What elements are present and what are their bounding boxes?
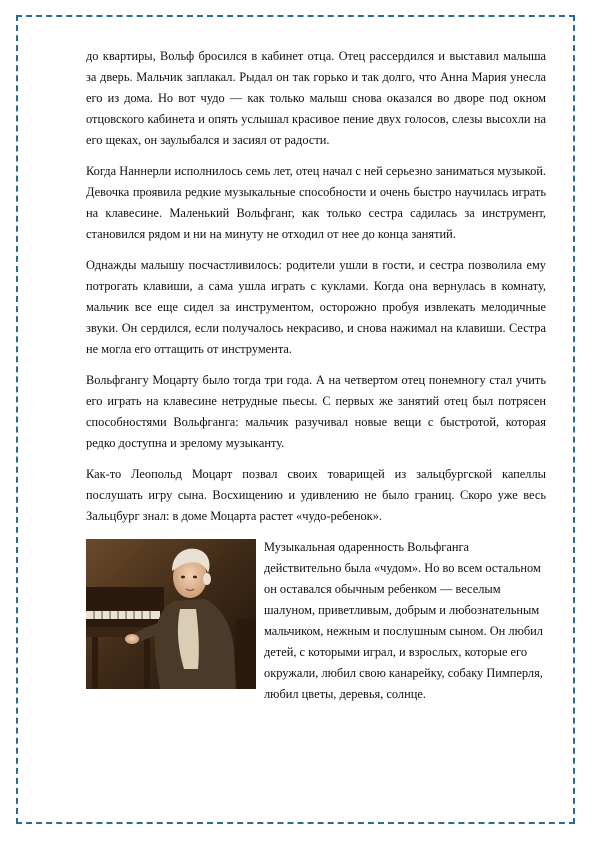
paragraph-3: Однажды малышу посчастливилось: родители ушли в гости, и сестра позволила ему потрогать клавиши, а сама ушла играть с куклами. Когда она вернулась в комнату, мальчик все еще сидел за инструментом, осторожно пробуя извлекать мелодичные звуки. Он сердился, если получалось некрасиво, и снова нажимал на клавиши. Сестра не могла его оттащить от инструмента. [86,258,546,356]
paragraph-6: Музыкальная одаренность Вольфганга действительно была «чудом». Но во всем остальном он оставался обычным ребенком — веселым шалуном, приветливым, добрым и любознательным мальчиком, нежным и послушным сыном. Он любил детей, с которыми играл, и взрослых, которые его окружали, любил свою канарейку, собаку Пимперля, любил цветы, деревья, солнце. [264,540,543,701]
paragraph-2: Когда Наннерли исполнилось семь лет, отец начал с ней серьезно заниматься музыкой. Девочка проявила редкие музыкальные способности и очень быстро научилась играть на клавесине. Маленький Вольфганг, как только сестра садилась за инструмент, становился рядом и ни на минуту не отходил от нее до конца занятий. [86,164,546,241]
mozart-portrait-image [86,539,256,689]
paragraph-4: Вольфгангу Моцарту было тогда три года. А на четвертом отец понемногу стал учить его играть на клавесине нетрудные пьесы. С первых же занятий отец был потрясен способностями Вольфганга: мальчик разучивал новые вещи с быстротой, которая редко доступна и зрелому музыканту. [86,373,546,450]
paragraph-5: Как-то Леопольд Моцарт позвал своих товарищей из зальцбургской капеллы послушать игру сына. Восхищению и удивлению не было границ. Скоро уже весь Зальцбург знал: в доме Моцарта растет «чудо-ребенок». [86,467,546,523]
paragraph-1: до квартиры, Вольф бросился в кабинет отца. Отец рассердился и выставил малыша за дверь. Мальчик заплакал. Рыдал он так горько и так долго, что Анна Мария унесла его из дома. Но вот чудо — как только малыш снова оказался во дворе под окном отцовского кабинета и опять услышал красивое пение двух голосов, слезы высохли на его щеках, он заулыбался и засиял от радости. [86,49,546,147]
document-body [86,46,546,715]
